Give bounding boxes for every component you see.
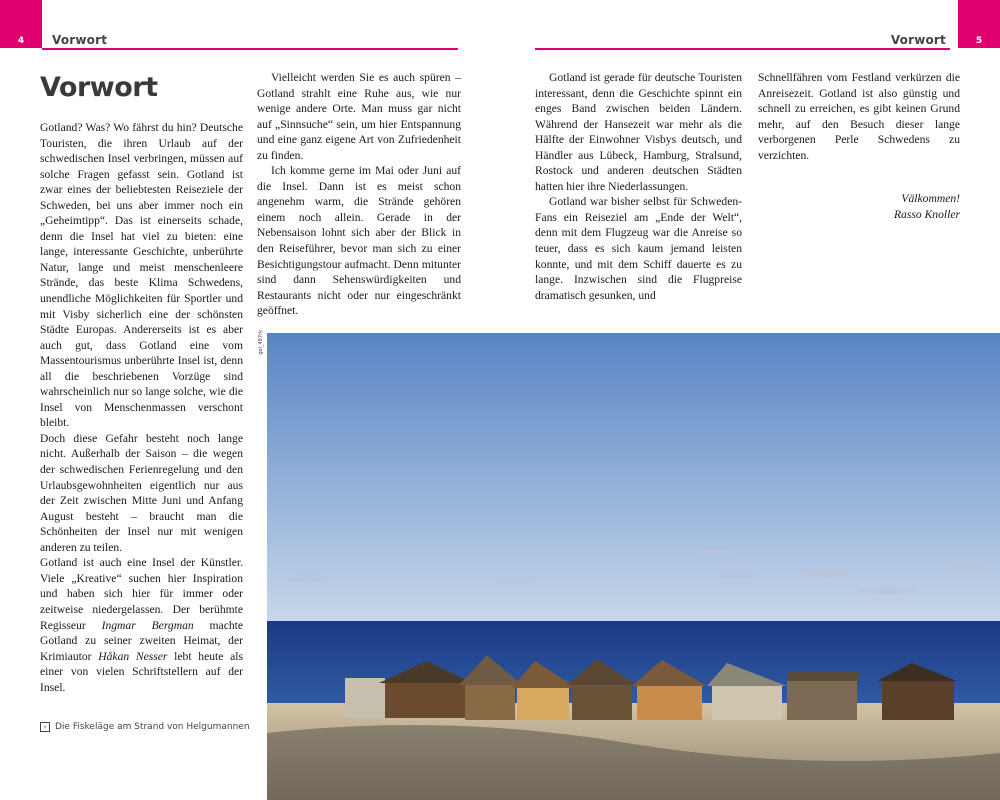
paragraph: Ich komme gerne im Mai oder Juni auf die Insel. Dann ist es meist schon angenehm warm, die Strände gehören einem noch allein. Gerade in der Nebensaison lohnt sich aber der Blick in den Reiseführer, bevor man sich zu einer Besichtigungstour aufmacht. Denn mitunter sind dann Sehenswürdigkeiten und Restaurants nicht oder nur eingeschränkt geöffnet. <box>257 164 461 318</box>
paragraph: Schnellfähren vom Festland verkürzen die Anreisezeit. Gotland ist also günstig und schnell zu erreichen, es gibt keinen Grund mehr, auf den Besuch dieser lange verborgenen Perle Schwedens zu verzichten. <box>758 71 960 162</box>
header-rule-right <box>535 48 950 50</box>
author-name: Rasso Knoller <box>893 207 960 221</box>
text-column-2 <box>257 70 461 319</box>
photo-caption <box>40 722 250 732</box>
text-column-1 <box>40 120 243 695</box>
photo-fishing-huts <box>267 333 1000 800</box>
person-name: Håkan Nesser <box>98 649 168 663</box>
paragraph <box>40 555 243 695</box>
running-head-right: Vorwort <box>890 33 946 47</box>
header-rule-left <box>42 48 458 50</box>
page-reference-icon: › <box>40 722 50 732</box>
text-column-4 <box>758 70 960 222</box>
photo-credit: gol_487rk <box>258 330 264 355</box>
paragraph: Vielleicht werden Sie es auch spüren – Gotland strahlt eine Ruhe aus, wie nur wenige andere Orte. Man muss gar nicht auf „Sinnsuche“ sein, um hier Entspannung und eine ganz eigene Art von Zufriedenheit zu finden. <box>257 71 461 162</box>
paragraph: Gotland war bisher selbst für Schweden-Fans ein Reiseziel am „Ende der Welt“, denn mit dem Flugzeug war die Anreise so teuer, dass es sich kaum jemand leisten konnte, und mit dem Schiff dauerte es zu lange. Inzwischen sind die Flugpreise dramatisch gesunken, und <box>535 195 742 302</box>
page-number-right: 5 <box>975 36 983 46</box>
text-run: lebt heute als einer von vielen Schriftstellern auf der Insel. <box>40 649 243 694</box>
text-column-3 <box>535 70 742 303</box>
person-name: Ingmar Bergman <box>101 618 194 632</box>
text-run: Gotland ist auch eine Insel der Künstler. Viele „Kreative“ suchen hier Inspiration und haben sich hier für immer oder zeitweise niedergelassen. Der berühmte Regisseur <box>40 556 243 632</box>
signature <box>758 191 960 222</box>
greeting: Välkommen! <box>901 192 960 206</box>
page-number-tab-left <box>0 0 42 48</box>
sky <box>267 333 1000 621</box>
paragraph: Doch diese Gefahr besteht noch lange nicht. Außerhalb der Saison – die wegen der schwedischen Ferienregelung und den Urlaubsgewohnheiten eigentlich nur aus der Zeit zwischen Mitte Juni und Anfang August besteht – braucht man die Schönheiten der Insel nur mit wenigen anderen zu teilen. <box>40 431 243 554</box>
paragraph: Gotland ist gerade für deutsche Touristen interessant, denn die Geschichte spinnt ein enges Band zwischen beiden Ländern. Während der Hansezeit war mehr als die Hälfte der Einwohner Visbys deutsch, und Händler aus Lübeck, Hamburg, Stralsund, Rostock und anderen deutschen Städten hatten hier ihre Niederlassungen. <box>535 71 742 193</box>
page-number-tab-right <box>958 0 1000 48</box>
paragraph: Gotland? Was? Wo fährst du hin? Deutsche Touristen, die ihren Urlaub auf der schwedischen Insel verbringen, müssen auf solche Fragen gefasst sein. Gotland ist zwar eines der beliebtesten Reiseziele der Schweden, bei uns aber immer noch ein „Geheimtipp“. Das ist einerseits schade, denn die Insel hat viel zu bieten: eine lange, interessante Geschichte, unberührte Natur, lange und meist menschenleere Strände, das beste Klima Schwedens, unendliche Möglichkeiten für Sportler und mit Visby sicherlich eine der schönsten Städte Europas. Andererseits ist es aber auch gut, dass Gotland eine vom Massentourismus unberührte Insel ist, denn all die beschriebenen Vorzüge sind wahrscheinlich nur so lange solche, wie die Insel von Menschenmassen verschont bleibt. <box>40 121 243 430</box>
running-head-left: Vorwort <box>52 33 108 47</box>
page-number-left: 4 <box>17 36 25 46</box>
page-title: Vorwort <box>40 72 158 103</box>
text-run: machte Gotland zu seiner zweiten Heimat, der Krimiautor <box>40 618 244 663</box>
caption-text: Die Fiskeläge am Strand von Helgumannen <box>55 722 250 732</box>
